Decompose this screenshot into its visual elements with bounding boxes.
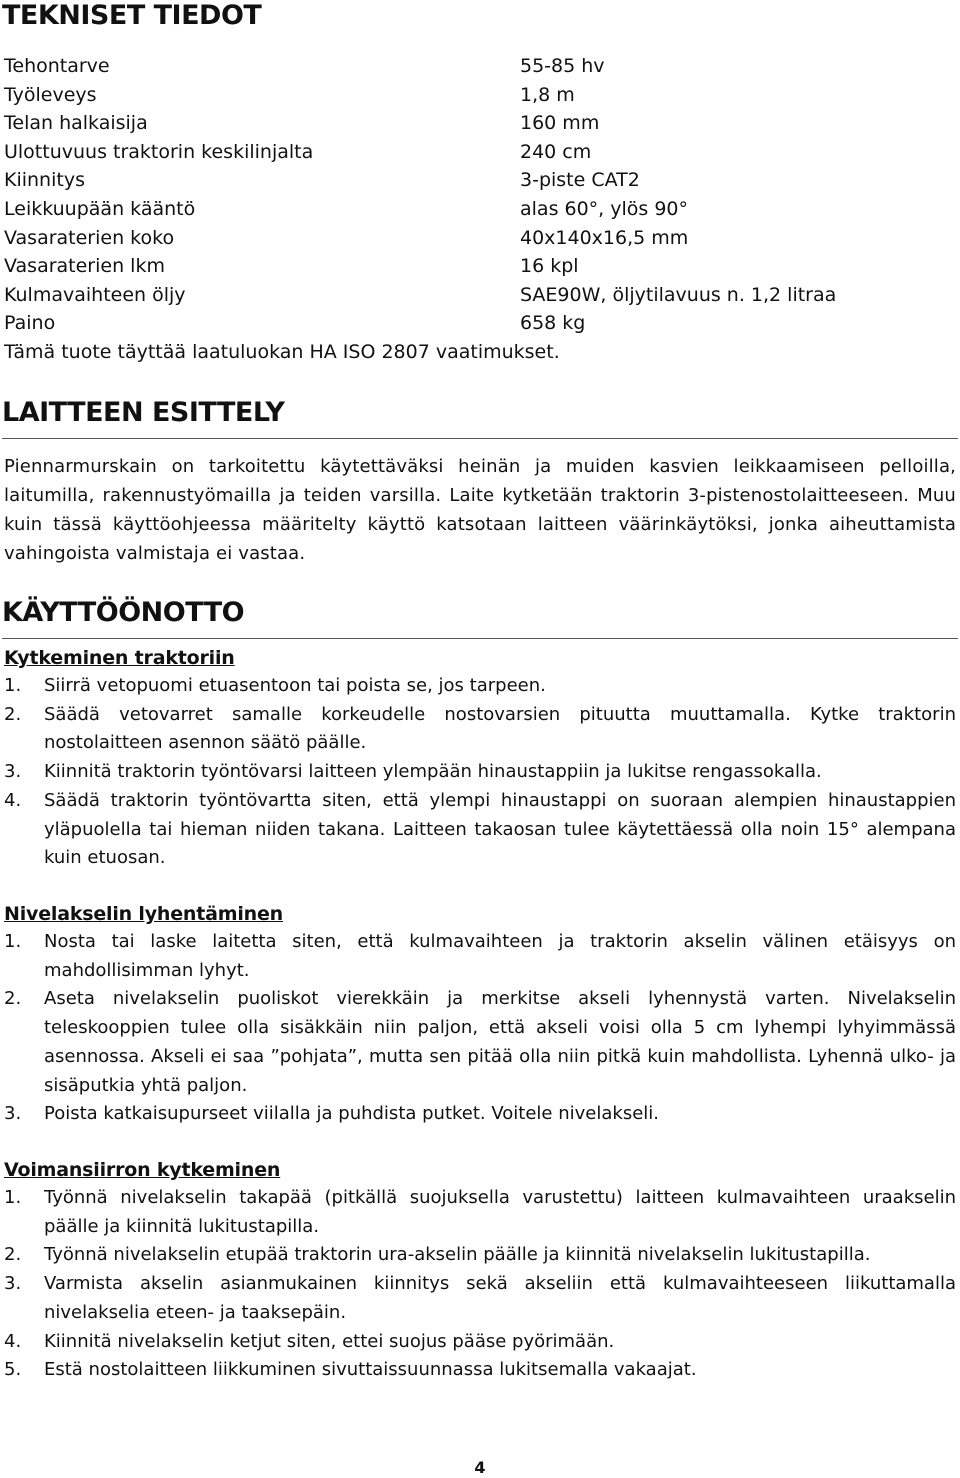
step-text: Säädä traktorin työntövartta siten, että ylempi hinaustappi on suoraan alempien hinaustappien yläpuolella tai hieman niiden takana. Laitteen takaosan tulee käytettäessä olla noin 15° alempana kuin etuosan. — [44, 789, 956, 869]
step-text: Työnnä nivelakselin etupää traktorin ura-akselin päälle ja kiinnitä nivelakselin lukitustapilla. — [44, 1244, 871, 1266]
spec-row — [4, 224, 944, 253]
step-text: Varmista akselin asianmukainen kiinnitys sekä akseliin että kulmavaihteeseen liikuttamalla nivelakselia eteen- ja taaksepäin. — [44, 1273, 956, 1323]
step-number: 1. — [4, 931, 22, 952]
spec-label: Kulmavaihteen öljy — [4, 283, 186, 306]
step-number: 3. — [4, 1273, 22, 1295]
spec-value: 240 cm — [520, 140, 592, 163]
spec-row — [4, 52, 944, 81]
spec-row — [4, 252, 944, 281]
spec-row — [4, 81, 944, 110]
list-item — [4, 1184, 956, 1241]
step-text: Siirrä vetopuomi etuasentoon tai poista se, jos tarpeen. — [44, 675, 546, 696]
step-number: 5. — [4, 1359, 22, 1381]
step-text: Nosta tai laske laitetta siten, että kulmavaihteen ja traktorin akselin välinen etäisyys on mahdollisimman lyhyt. — [44, 931, 956, 981]
list-item — [4, 758, 956, 787]
list-item — [4, 1100, 956, 1129]
step-number: 1. — [4, 675, 22, 696]
spec-value: 55-85 hv — [520, 55, 605, 77]
spec-value: 658 kg — [520, 312, 586, 335]
list-item — [4, 672, 956, 701]
step-number: 3. — [4, 1103, 22, 1125]
spec-value: alas 60°, ylös 90° — [520, 197, 689, 220]
spec-row — [4, 166, 944, 195]
intro-paragraph: Piennarmurskain on tarkoitettu käytettäväksi heinän ja muiden kasvien leikkaamiseen pelloilla, laitumilla, rakennustyömailla ja teiden varsilla. Laite kytketään traktorin 3-pistenostolaitteeseen. Muu kuin tässä käyttöohjeessa määritelty käyttö katsotaan laitteen väärinkäytöksi, jonka aiheuttamista vahingoista valmistaja ei vastaa. — [4, 456, 956, 564]
spec-label: Ulottuvuus traktorin keskilinjalta — [4, 140, 314, 163]
spec-label: Paino — [4, 312, 56, 335]
subsection-title: Nivelakselin lyhentäminen — [4, 903, 284, 925]
step-number: 3. — [4, 761, 22, 783]
spec-label: Vasaraterien koko — [4, 226, 175, 249]
spec-value: 3-piste CAT2 — [520, 169, 640, 192]
step-text: Kiinnitä traktorin työntövarsi laitteen ylempään hinaustappiin ja lukitse rengassokalla. — [44, 761, 822, 783]
usage-heading — [0, 598, 960, 639]
spec-label: Vasaraterien lkm — [4, 255, 165, 278]
spec-row — [4, 109, 944, 138]
step-text: Aseta nivelakselin puoliskot vierekkäin ja merkitse akseli lyhennystä varten. Nivelakselin teleskooppien tulee olla sisäkkäin niin paljon, että akseli voisi olla 5 cm lyhempi lyhyimmässä asennossa. Akseli ei saa ”pohjata”, mutta sen pitää olla niin pitkä kuin mahdollista. Lyhennä ulko- ja sisäputkia yhtä paljon. — [44, 988, 956, 1096]
steps-list — [4, 928, 956, 1129]
spec-value: 1,8 m — [520, 83, 575, 106]
list-item — [4, 787, 956, 873]
spec-value: 160 mm — [520, 112, 600, 135]
usage-title: KÄYTTÖÖNOTTO — [2, 597, 245, 628]
intro-title: LAITTEEN ESITTELY — [2, 397, 285, 428]
section-divider — [2, 638, 958, 639]
tech-specs-table — [4, 52, 944, 367]
intro-heading — [0, 398, 960, 439]
spec-value: 16 kpl — [520, 255, 579, 278]
step-text: Säädä vetovarret samalle korkeudelle nostovarsien pituutta muuttamalla. Kytke traktorin nostolaitteen asennon säätö päälle. — [44, 703, 956, 754]
spec-label: Telan halkaisija — [4, 112, 148, 135]
page-number: 4 — [474, 1458, 486, 1477]
step-number: 4. — [4, 789, 22, 811]
list-item — [4, 985, 956, 1100]
spec-label: Leikkuupään kääntö — [4, 197, 196, 220]
list-item — [4, 1328, 956, 1357]
step-text: Estä nostolaitteen liikkuminen sivuttaissuunnassa lukitsemalla vakaajat. — [44, 1359, 697, 1381]
standard-note: Tämä tuote täyttää laatuluokan HA ISO 2807 vaatimukset. — [4, 340, 560, 363]
step-number: 2. — [4, 988, 22, 1010]
list-item — [4, 928, 956, 985]
steps-list — [4, 672, 956, 873]
step-number: 2. — [4, 1244, 22, 1266]
step-text: Kiinnitä nivelakselin ketjut siten, ettei suojus pääse pyörimään. — [44, 1330, 615, 1352]
spec-value: SAE90W, öljytilavuus n. 1,2 litraa — [520, 283, 837, 306]
step-text: Poista katkaisupurseet viilalla ja puhdista putket. Voitele nivelakseli. — [44, 1103, 659, 1125]
step-text: Työnnä nivelakselin takapää (pitkällä suojuksella varustettu) laitteen kulmavaihteen uraakselin päälle ja kiinnitä lukitustapilla. — [44, 1187, 956, 1237]
section-divider — [2, 438, 958, 439]
list-item — [4, 1241, 956, 1270]
tech-specs-title: TEKNISET TIEDOT — [2, 0, 262, 31]
spec-label: Tehontarve — [4, 55, 110, 77]
subsection-title: Voimansiirron kytkeminen — [4, 1159, 281, 1181]
list-item — [4, 1270, 956, 1327]
subsection-title: Kytkeminen traktoriin — [4, 647, 235, 669]
spec-label: Kiinnitys — [4, 169, 85, 192]
spec-value: 40x140x16,5 mm — [520, 226, 689, 249]
spec-row — [4, 195, 944, 224]
step-number: 2. — [4, 703, 22, 725]
spec-row — [4, 138, 944, 167]
list-item — [4, 1356, 956, 1385]
steps-list — [4, 1184, 956, 1385]
step-number: 4. — [4, 1330, 22, 1352]
spec-row — [4, 281, 944, 310]
list-item — [4, 701, 956, 758]
spec-row — [4, 309, 944, 338]
spec-label: Työleveys — [4, 83, 97, 106]
step-number: 1. — [4, 1187, 22, 1208]
